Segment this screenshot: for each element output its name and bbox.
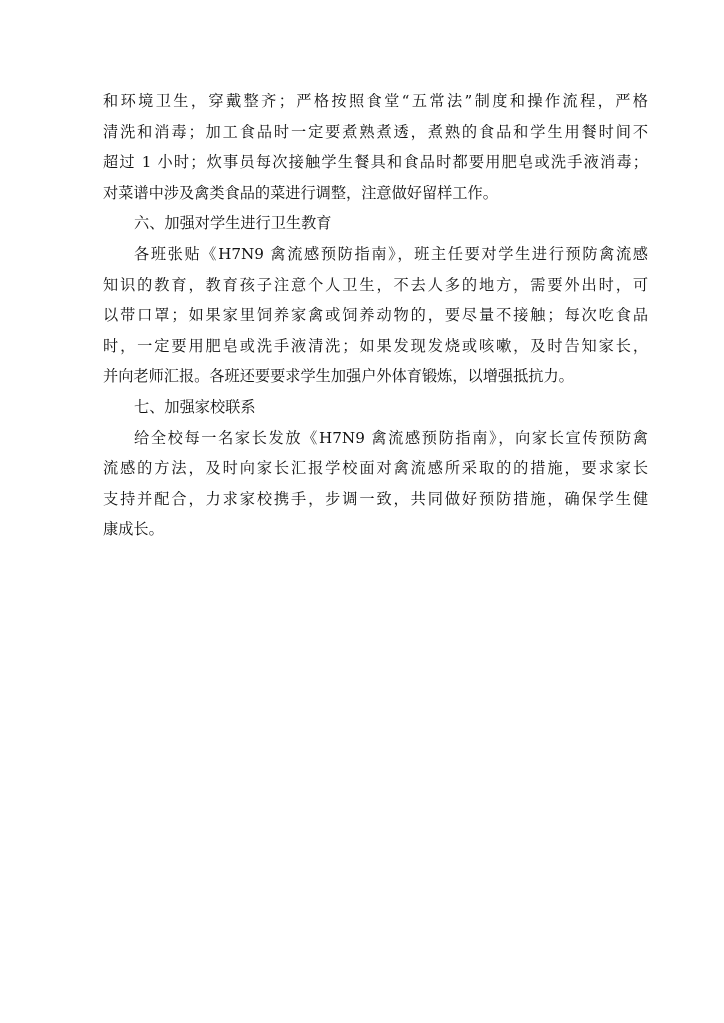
paragraph-line: 对菜谱中涉及禽类食品的菜进行调整，注意做好留样工作。 bbox=[103, 183, 498, 202]
paragraph-line: 并向老师汇报。各班还要要求学生加强户外体育锻炼，以增强抵抗力。 bbox=[103, 367, 574, 386]
paragraph-line: 时，一定要用肥皂或洗手液清洗；如果发现发烧或咳嗽，及时告知家长， bbox=[103, 336, 648, 355]
section-heading-6: 六、加强对学生进行卫生教育 bbox=[134, 214, 332, 233]
paragraph-line: 清洗和消毒；加工食品时一定要煮熟煮透，煮熟的食品和学生用餐时间不 bbox=[103, 122, 648, 141]
paragraph-line: 流感的方法，及时向家长汇报学校面对禽流感所采取的的措施，要求家长 bbox=[103, 459, 648, 478]
paragraph-line: 知识的教育，教育孩子注意个人卫生，不去人多的地方，需要外出时，可 bbox=[103, 275, 648, 294]
paragraph-line: 支持并配合，力求家校携手，步调一致，共同做好预防措施，确保学生健 bbox=[103, 489, 648, 508]
paragraph-line: 和环境卫生，穿戴整齐；严格按照食堂“五常法”制度和操作流程，严格 bbox=[103, 92, 648, 110]
paragraph-line: 超过 1 小时；炊事员每次接触学生餐具和食品时都要用肥皂或洗手液消毒； bbox=[103, 153, 648, 172]
section-heading-7: 七、加强家校联系 bbox=[134, 397, 256, 416]
paragraph-line: 康成长。 bbox=[103, 520, 164, 539]
paragraph-line: 以带口罩；如果家里饲养家禽或饲养动物的，要尽量不接触；每次吃食品 bbox=[103, 306, 648, 325]
document-body bbox=[103, 86, 648, 545]
paragraph-line: 各班张贴《H7N9 禽流感预防指南》，班主任要对学生进行预防禽流感 bbox=[134, 244, 648, 263]
paragraph-line: 给全校每一名家长发放《H7N9 禽流感预防指南》，向家长宣传预防禽 bbox=[134, 428, 648, 447]
